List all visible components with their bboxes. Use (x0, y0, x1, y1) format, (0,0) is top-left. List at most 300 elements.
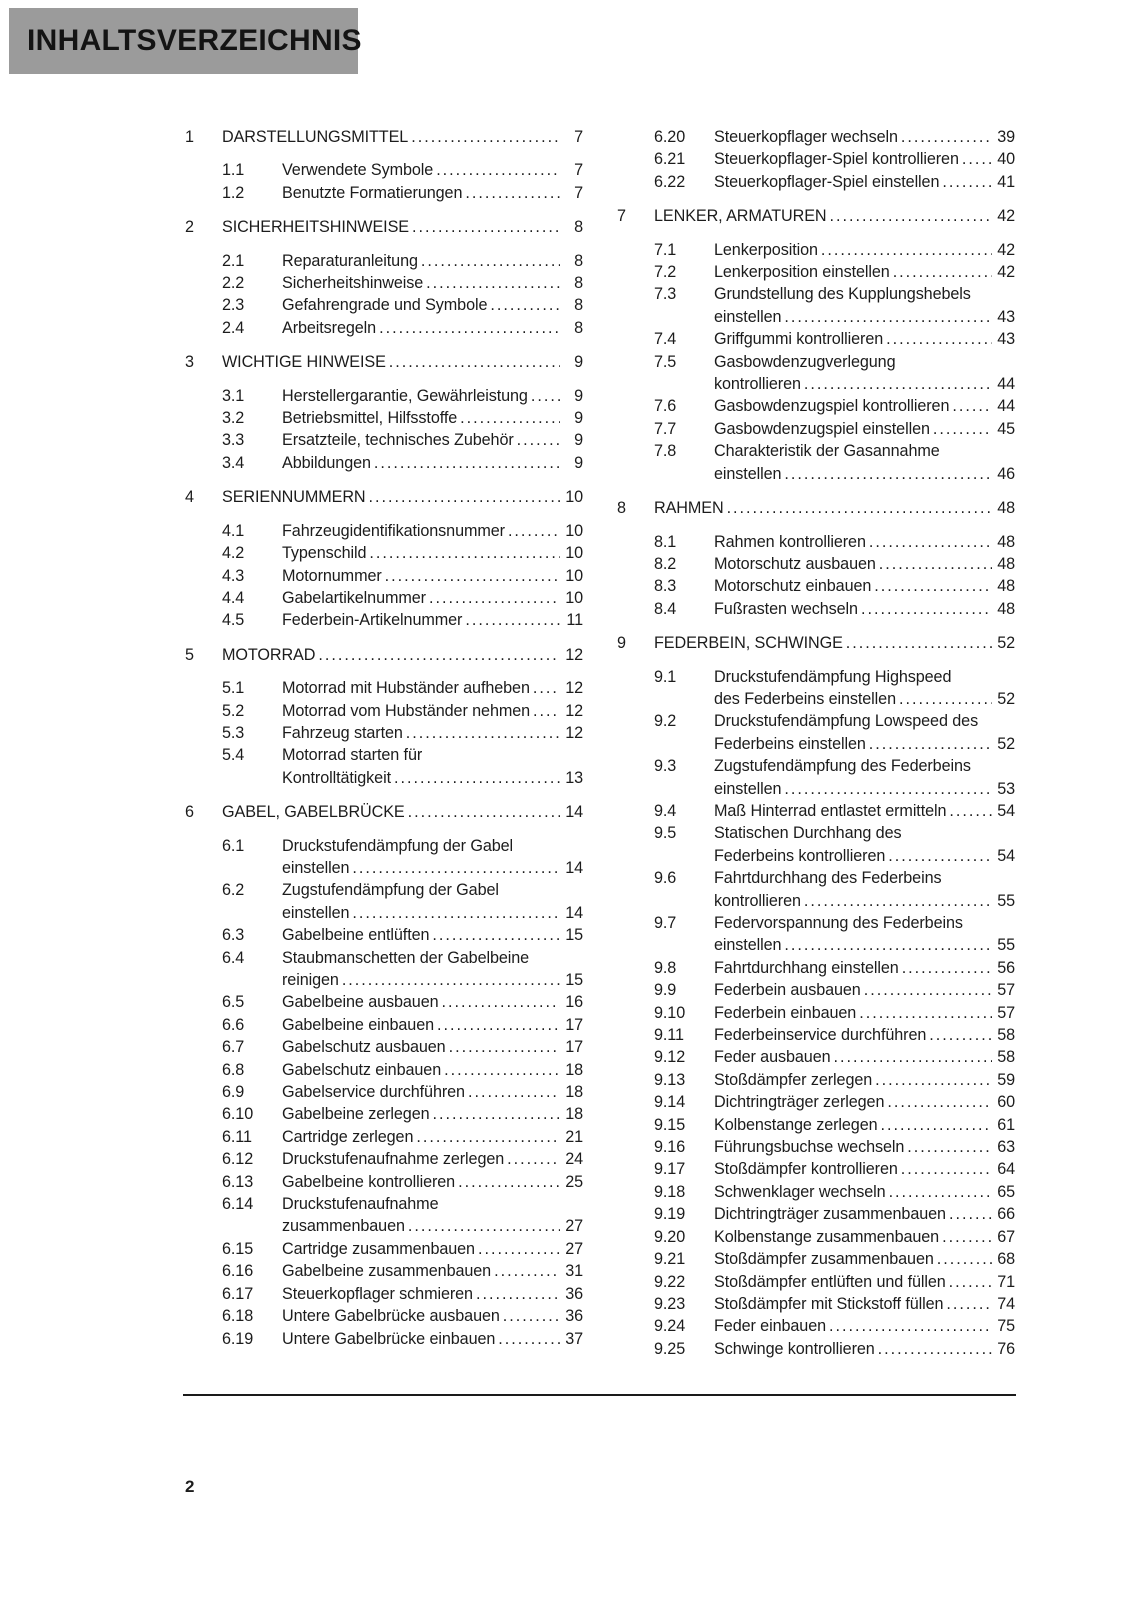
toc-entry-page: 17 (565, 1038, 583, 1057)
toc-entry-page: 40 (997, 150, 1015, 169)
toc-entry-number: 9.15 (654, 1115, 686, 1134)
toc-entry-title: Druckstufendämpfung der Gabel (282, 836, 514, 855)
dot-leader (933, 418, 992, 440)
toc-entry-title: Gabelschutz einbauen (282, 1060, 442, 1079)
dot-leader (878, 1338, 992, 1360)
toc-entry-number: 1.1 (222, 161, 245, 180)
toc-entry-title: Stoßdämpfer entlüften und füllen (714, 1272, 946, 1291)
toc-entry-title: Fahrzeug starten (282, 723, 403, 742)
toc-entry-title: Gabelservice durchführen (282, 1083, 465, 1102)
toc-chapter-entry (185, 801, 583, 823)
toc-entry-page: 16 (565, 993, 583, 1012)
dot-leader (442, 991, 560, 1013)
toc-entry-page: 21 (565, 1127, 583, 1146)
toc-entry-page: 64 (997, 1160, 1015, 1179)
dot-leader (379, 317, 560, 339)
toc-chapter-entry (185, 486, 583, 508)
toc-section-entry (617, 822, 1015, 867)
toc-section-entry (617, 755, 1015, 800)
dot-leader (508, 520, 560, 542)
dot-leader (946, 1293, 992, 1315)
toc-entry-title: Staubmanschetten der Gabelbeine (282, 948, 530, 967)
toc-entry-number: 9.7 (654, 914, 677, 932)
toc-entry-title: Abbildungen (282, 453, 371, 472)
dot-leader (881, 1114, 993, 1136)
toc-entry-page: 18 (565, 1060, 583, 1079)
toc-entry-title: einstellen (282, 903, 350, 922)
toc-entry-number: 5 (185, 645, 194, 664)
toc-entry-page: 54 (997, 846, 1015, 865)
toc-section-entry (185, 1148, 583, 1170)
toc-entry-page: 52 (997, 634, 1015, 653)
dot-leader (433, 1103, 561, 1125)
toc-chapter-entry (185, 351, 583, 373)
toc-entry-number: 4.1 (222, 521, 245, 540)
toc-section-entry (617, 979, 1015, 1001)
toc-entry-number: 6.18 (222, 1307, 254, 1326)
toc-entry-page: 9 (574, 453, 583, 472)
toc-entry-title: Maß Hinterrad entlastet ermitteln (714, 801, 947, 820)
toc-entry-title: Typenschild (282, 544, 367, 563)
toc-entry-page: 46 (997, 464, 1015, 483)
toc-entry-number: 8.3 (654, 577, 677, 596)
toc-entry-page: 15 (565, 926, 583, 945)
toc-entry-title: GABEL, GABELBRÜCKE (222, 803, 405, 822)
toc-entry-number: 6.19 (222, 1329, 254, 1348)
dot-leader (834, 1046, 993, 1068)
dot-leader (374, 452, 560, 474)
toc-entry-page: 27 (565, 1217, 583, 1236)
toc-entry-number: 4 (185, 488, 194, 507)
dot-leader (517, 429, 560, 451)
toc-section-entry (185, 1260, 583, 1282)
toc-entry-number: 9.25 (654, 1339, 686, 1358)
dot-leader (458, 1171, 560, 1193)
toc-entry-number: 3.4 (222, 453, 245, 472)
toc-entry-title: Kolbenstange zusammenbauen (714, 1227, 940, 1246)
dot-leader (490, 294, 560, 316)
toc-section-entry (617, 867, 1015, 912)
dot-leader (533, 700, 560, 722)
dot-leader (886, 328, 992, 350)
toc-entry-title: des Federbeins einstellen (714, 689, 896, 708)
toc-entry-number: 9.4 (654, 801, 677, 820)
toc-entry-number: 3.3 (222, 431, 245, 450)
toc-section-entry (617, 710, 1015, 755)
toc-entry-page: 59 (997, 1070, 1015, 1089)
toc-entry-title: Gabelartikelnummer (282, 588, 426, 607)
toc-entry-page: 9 (574, 409, 583, 428)
dot-leader (318, 644, 560, 666)
toc-entry-title: einstellen (714, 779, 782, 798)
toc-entry-title: Federvorspannung des Federbeins (714, 914, 963, 932)
toc-entry-page: 43 (997, 330, 1015, 349)
toc-entry-number: 6.9 (222, 1083, 245, 1102)
toc-entry-number: 6.15 (222, 1239, 254, 1258)
toc-section-entry (617, 261, 1015, 283)
toc-entry-title: Druckstufenaufnahme (282, 1195, 439, 1214)
toc-entry-page: 48 (997, 532, 1015, 551)
toc-entry-title: Gabelbeine zerlegen (282, 1105, 430, 1124)
toc-entry-page: 66 (997, 1205, 1015, 1224)
toc-entry-number: 6.6 (222, 1015, 245, 1034)
toc-section-entry (185, 565, 583, 587)
toc-entry-page: 31 (565, 1262, 583, 1281)
toc-entry-number: 9.9 (654, 981, 677, 1000)
toc-entry-title: Gabelbeine einbauen (282, 1015, 435, 1034)
toc-entry-page: 48 (997, 577, 1015, 596)
toc-entry-number: 2.1 (222, 251, 245, 270)
toc-entry-page: 48 (997, 599, 1015, 618)
toc-entry-number: 7.1 (654, 240, 677, 259)
dot-leader (962, 148, 992, 170)
dot-leader (869, 733, 992, 755)
toc-entry-page: 10 (565, 488, 583, 507)
toc-entry-title: Dichtringträger zusammenbauen (714, 1205, 946, 1224)
toc-section-entry (185, 407, 583, 429)
toc-entry-title: Feder einbauen (714, 1317, 826, 1336)
toc-entry-title: einstellen (714, 464, 782, 483)
toc-section-entry (185, 587, 583, 609)
toc-entry-number: 9.21 (654, 1250, 686, 1269)
toc-entry-page: 48 (997, 554, 1015, 573)
toc-section-entry (617, 1248, 1015, 1270)
toc-entry-number: 9.3 (654, 757, 677, 776)
dot-leader (507, 1148, 560, 1170)
toc-entry-title: Federbeins kontrollieren (714, 846, 886, 865)
toc-entry-page: 12 (565, 701, 583, 720)
toc-entry-title: Gefahrengrade und Symbole (282, 296, 488, 315)
dot-leader (952, 395, 992, 417)
toc-entry-number: 7.8 (654, 442, 677, 461)
toc-section-entry (617, 553, 1015, 575)
toc-section-entry (617, 126, 1015, 148)
toc-entry-number: 2.4 (222, 318, 245, 337)
toc-entry-title: WICHTIGE HINWEISE (222, 353, 386, 372)
toc-entry-title: Motorrad vom Hubständer nehmen (282, 701, 531, 720)
dot-leader (369, 542, 560, 564)
toc-entry-title: Federbeins einstellen (714, 734, 866, 753)
toc-section-entry (185, 182, 583, 204)
dot-leader (846, 632, 992, 654)
toc-entry-page: 8 (574, 296, 583, 315)
dot-leader (352, 857, 560, 879)
toc-entry-number: 6.5 (222, 993, 245, 1012)
toc-entry-page: 57 (997, 981, 1015, 1000)
toc-section-entry (617, 148, 1015, 170)
dot-leader (804, 890, 992, 912)
toc-section-entry (617, 1315, 1015, 1337)
dot-leader (465, 182, 560, 204)
toc-entry-number: 7.7 (654, 419, 677, 438)
toc-entry-page: 13 (565, 768, 583, 787)
dot-leader (432, 924, 560, 946)
dot-leader (465, 609, 560, 631)
toc-entry-title: Führungsbuchse wechseln (714, 1138, 905, 1157)
toc-entry-title: Feder ausbauen (714, 1048, 831, 1067)
toc-entry-page: 25 (565, 1172, 583, 1191)
toc-entry-title: kontrollieren (714, 375, 801, 394)
toc-chapter-entry (617, 632, 1015, 654)
toc-entry-page: 12 (565, 723, 583, 742)
toc-entry-number: 9.18 (654, 1182, 686, 1201)
toc-entry-title: Betriebsmittel, Hilfsstoffe (282, 409, 458, 428)
toc-entry-page: 65 (997, 1182, 1015, 1201)
toc-section-entry (185, 520, 583, 542)
toc-entry-page: 12 (565, 645, 583, 664)
toc-entry-number: 6.12 (222, 1150, 254, 1169)
dot-leader (426, 272, 560, 294)
dot-leader (503, 1305, 560, 1327)
toc-entry-number: 4.5 (222, 611, 245, 630)
dot-leader (804, 373, 992, 395)
toc-entry-page: 61 (997, 1115, 1015, 1134)
toc-entry-title: Fahrtdurchhang des Federbeins (714, 869, 942, 888)
toc-entry-title: einstellen (714, 307, 782, 326)
toc-chapter-entry (185, 216, 583, 238)
toc-entry-page: 36 (565, 1307, 583, 1326)
dot-leader (893, 261, 992, 283)
toc-entry-number: 9.5 (654, 824, 677, 843)
toc-section-entry (617, 1091, 1015, 1113)
toc-entry-number: 2 (185, 218, 194, 237)
dot-leader (394, 767, 560, 789)
toc-entry-number: 6.13 (222, 1172, 254, 1191)
dot-leader (352, 902, 560, 924)
toc-section-entry (185, 924, 583, 946)
toc-entry-number: 5.1 (222, 679, 245, 698)
page-number: 2 (185, 1477, 195, 1496)
toc-entry-page: 56 (997, 958, 1015, 977)
toc-entry-number: 1.2 (222, 183, 245, 202)
toc-entry-title: Rahmen kontrollieren (714, 532, 866, 551)
toc-entry-number: 9.8 (654, 958, 677, 977)
toc-section-entry (617, 1293, 1015, 1315)
toc-entry-page: 36 (565, 1284, 583, 1303)
toc-entry-title: Kontrolltätigkeit (282, 768, 391, 787)
toc-entry-page: 10 (565, 588, 583, 607)
toc-entry-number: 4.3 (222, 566, 245, 585)
toc-entry-title: Motorschutz ausbauen (714, 554, 876, 573)
toc-section-entry (617, 598, 1015, 620)
toc-entry-page: 55 (997, 891, 1015, 910)
toc-chapter-entry (617, 205, 1015, 227)
dot-leader (901, 126, 992, 148)
dot-leader (887, 1091, 992, 1113)
toc-section-entry (185, 159, 583, 181)
page-header (9, 8, 362, 74)
toc-entry-page: 9 (574, 386, 583, 405)
toc-section-entry (185, 991, 583, 1013)
toc-entry-title: Steuerkopflager-Spiel kontrollieren (714, 150, 959, 169)
toc-entry-title: FEDERBEIN, SCHWINGE (654, 634, 843, 653)
toc-entry-page: 71 (997, 1272, 1015, 1291)
toc-entry-title: RAHMEN (654, 499, 724, 518)
toc-section-entry (617, 283, 1015, 328)
toc-entry-title: DARSTELLUNGSMITTEL (222, 128, 409, 146)
dot-leader (389, 351, 560, 373)
toc-entry-page: 55 (997, 936, 1015, 955)
toc-section-entry (185, 385, 583, 407)
toc-entry-page: 58 (997, 1048, 1015, 1067)
toc-entry-page: 7 (574, 128, 583, 146)
toc-entry-page: 27 (565, 1239, 583, 1258)
toc-entry-page: 10 (565, 521, 583, 540)
toc-entry-title: Dichtringträger zerlegen (714, 1093, 885, 1112)
toc-entry-number: 9.1 (654, 667, 677, 686)
toc-entry-page: 48 (997, 499, 1015, 518)
toc-section-entry (617, 1136, 1015, 1158)
dot-leader (942, 1226, 992, 1248)
toc-entry-number: 7.3 (654, 285, 677, 304)
toc-section-entry (185, 294, 583, 316)
toc-entry-page: 76 (997, 1339, 1015, 1358)
toc-entry-title: MOTORRAD (222, 645, 316, 664)
toc-entry-title: Griffgummi kontrollieren (714, 330, 884, 349)
toc-entry-title: LENKER, ARMATUREN (654, 207, 827, 226)
toc-section-entry (185, 744, 583, 789)
toc-entry-number: 8 (617, 499, 626, 518)
toc-entry-number: 9.16 (654, 1138, 686, 1157)
toc-chapter-entry (185, 644, 583, 666)
toc-entry-page: 45 (997, 419, 1015, 438)
dot-leader (449, 1036, 560, 1058)
toc-entry-title: Schwenklager wechseln (714, 1182, 886, 1201)
toc-entry-number: 1 (185, 128, 194, 146)
toc-section-entry (185, 542, 583, 564)
toc-entry-title: Cartridge zusammenbauen (282, 1239, 475, 1258)
toc-entry-number: 3.1 (222, 386, 245, 405)
toc-entry-title: Cartridge zerlegen (282, 1127, 414, 1146)
toc-section-entry (185, 1305, 583, 1327)
toc-entry-number: 9.14 (654, 1093, 686, 1112)
toc-entry-title: Benutzte Formatierungen (282, 183, 463, 202)
toc-entry-number: 6.8 (222, 1060, 245, 1079)
dot-leader (949, 800, 992, 822)
dot-leader (869, 531, 992, 553)
toc-entry-number: 7.5 (654, 352, 677, 371)
toc-entry-page: 74 (997, 1294, 1015, 1313)
toc-chapter-entry (185, 126, 583, 148)
dot-leader (784, 934, 992, 956)
dot-leader (949, 1271, 992, 1293)
toc-section-entry (617, 239, 1015, 261)
dot-leader (444, 1059, 560, 1081)
toc-entry-title: einstellen (282, 858, 350, 877)
toc-section-entry (617, 1158, 1015, 1180)
dot-leader (879, 553, 992, 575)
toc-entry-page: 7 (574, 161, 583, 180)
dot-leader (531, 385, 560, 407)
dot-leader (889, 1181, 992, 1203)
toc-entry-title: Zugstufendämpfung des Federbeins (714, 757, 971, 776)
toc-entry-number: 8.2 (654, 554, 677, 573)
toc-section-entry (617, 1024, 1015, 1046)
toc-section-entry (617, 1226, 1015, 1248)
toc-entry-title: Gasbowdenzugspiel kontrollieren (714, 397, 950, 416)
toc-entry-title: Motornummer (282, 566, 382, 585)
toc-entry-title: kontrollieren (714, 891, 801, 910)
toc-entry-number: 9.10 (654, 1003, 686, 1022)
toc-entry-page: 10 (565, 566, 583, 585)
toc-entry-page: 43 (997, 307, 1015, 326)
toc-section-entry (617, 1002, 1015, 1024)
toc-entry-number: 9.12 (654, 1048, 686, 1067)
toc-entry-page: 58 (997, 1026, 1015, 1045)
toc-section-entry (617, 440, 1015, 485)
toc-entry-number: 6.20 (654, 128, 686, 146)
toc-section-entry (185, 879, 583, 924)
dot-leader (829, 1315, 992, 1337)
toc-entry-title: Gasbowdenzugverlegung (714, 352, 896, 371)
toc-section-entry (617, 800, 1015, 822)
dot-leader (949, 1203, 992, 1225)
toc-section-entry (617, 1203, 1015, 1225)
toc-section-entry (185, 722, 583, 744)
toc-section-entry (185, 272, 583, 294)
toc-section-entry (185, 609, 583, 631)
toc-section-entry (185, 317, 583, 339)
toc-section-entry (185, 1193, 583, 1238)
toc-section-entry (617, 531, 1015, 553)
toc-entry-page: 52 (997, 734, 1015, 753)
toc-entry-title: Reparaturanleitung (282, 251, 418, 270)
toc-entry-page: 12 (565, 679, 583, 698)
toc-entry-title: Untere Gabelbrücke ausbauen (282, 1307, 500, 1326)
dot-leader (784, 463, 992, 485)
toc-entry-title: Stoßdämpfer kontrollieren (714, 1160, 898, 1179)
toc-column-right (617, 126, 1015, 1360)
toc-entry-number: 6.22 (654, 172, 686, 191)
toc-section-entry (185, 1103, 583, 1125)
toc-entry-number: 6.3 (222, 926, 245, 945)
toc-entry-number: 4.4 (222, 588, 245, 607)
toc-entry-number: 6 (185, 803, 194, 822)
toc-entry-title: Federbein ausbauen (714, 981, 861, 1000)
dot-leader (830, 205, 993, 227)
dot-leader (875, 1069, 992, 1091)
toc-entry-title: Stoßdämpfer zerlegen (714, 1070, 873, 1089)
toc-section-entry (617, 1271, 1015, 1293)
toc-entry-number: 9.17 (654, 1160, 686, 1179)
toc-entry-page: 44 (997, 397, 1015, 416)
toc-entry-number: 9.2 (654, 712, 677, 731)
toc-entry-page: 14 (565, 803, 583, 822)
toc-entry-page: 63 (997, 1138, 1015, 1157)
dot-leader (899, 688, 992, 710)
toc-section-entry (617, 328, 1015, 350)
toc-entry-page: 44 (997, 375, 1015, 394)
toc-entry-page: 39 (997, 128, 1015, 146)
toc-entry-page: 18 (565, 1083, 583, 1102)
toc-entry-page: 8 (574, 318, 583, 337)
toc-entry-title: einstellen (714, 936, 782, 955)
toc-entry-title: Steuerkopflager wechseln (714, 128, 898, 146)
toc-entry-title: Stoßdämpfer mit Stickstoff füllen (714, 1294, 944, 1313)
toc-entry-number: 9.23 (654, 1294, 686, 1313)
toc-entry-page: 53 (997, 779, 1015, 798)
table-of-contents (185, 126, 1015, 1360)
toc-entry-number: 6.14 (222, 1195, 254, 1214)
toc-section-entry (617, 171, 1015, 193)
toc-entry-page: 60 (997, 1093, 1015, 1112)
dot-leader (385, 565, 560, 587)
toc-entry-number: 9.19 (654, 1205, 686, 1224)
toc-entry-title: Sicherheitshinweise (282, 274, 424, 293)
toc-section-entry (617, 1114, 1015, 1136)
toc-entry-page: 42 (997, 240, 1015, 259)
toc-section-entry (617, 351, 1015, 396)
